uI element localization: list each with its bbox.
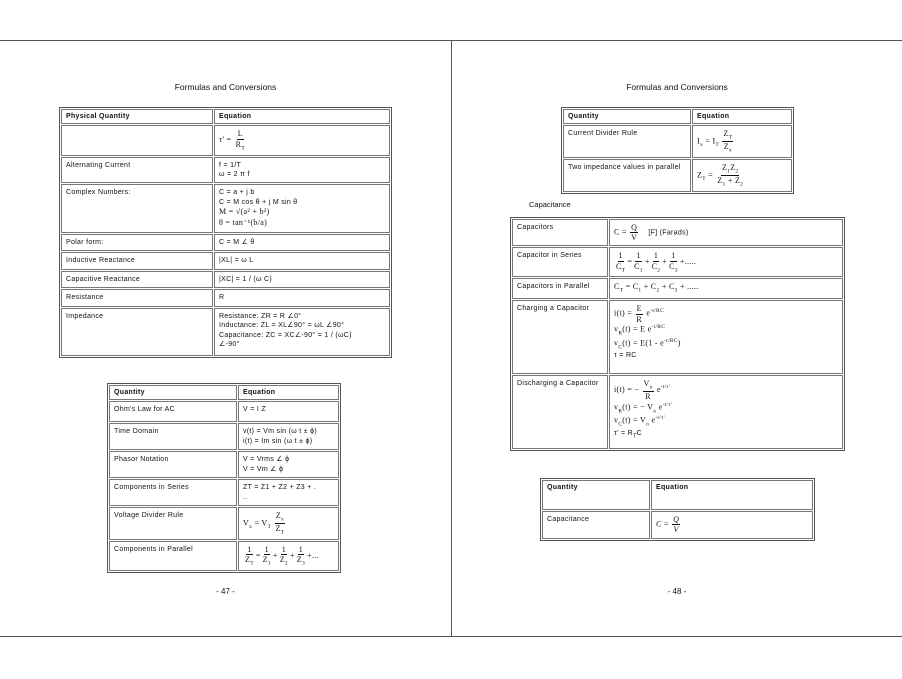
table-row [512,219,843,246]
quantity-cell: Discharging a Capacitor [512,375,608,449]
equation-cell [238,479,339,506]
table-row [109,541,339,571]
equation-cell [238,451,339,478]
capacitance-formula: C = $\frac{Q}{V}$ [651,511,813,539]
table-row [563,159,792,192]
capacitor-formula: C = $\frac{Q}{V}$ [F] (Farads) [609,219,843,246]
parallel-components-formula: $\frac{1}{Z_T}$ = $\frac{1}{Z_1}$ + $\frac{1}{Z_2}$ + $\frac{1}{Z_3}$ +... [238,541,339,571]
table-header-row [542,480,813,510]
equation-line: Resistance: ZR = R ∠0° [219,312,302,320]
discharging-formulas: i(t) = − $\frac{V_o}{R}$ $e^{-t/\tau'}$ $v_R(t)$ = − $V_o$ $e^{-t/\tau'}$ $v_C(t) = V_o$ $e^{-t/\tau'}$ $\tau' = R_TC$ [609,375,843,449]
table-header-row [563,109,792,124]
current-divider-formula: $I_x = I_T$ $\frac{Z_T}{Z_x}$ [692,125,792,158]
equation-line: Inductance: ZL = XL∠90° = ωL ∠90° [219,322,345,330]
table-row [512,278,843,299]
quantity-cell: Impedance [61,308,213,356]
table-row [61,157,390,184]
quantity-cell: Inductive Reactance [61,252,213,269]
table-row [61,289,390,306]
equation-cell [214,308,390,356]
header-equation: Equation [651,480,813,510]
equation-cell: V = I Z [238,401,339,422]
equation-line: ω = 2 π f [219,170,250,178]
time-constant-formula: τ' = $\frac{L}{R_T}$ [214,125,390,155]
header-quantity: Quantity [542,480,650,510]
equation-line: V = Vm ∠ ϕ [243,465,284,473]
divider-table [561,107,794,194]
page-47 [0,40,452,637]
table-row [109,451,339,478]
table-row [512,300,843,374]
header-equation: Equation [692,109,792,124]
equation-cell: R [214,289,390,306]
farads-unit: [F] (Farads) [648,229,689,237]
equation-line: θ = tan⁻¹(b/a) [219,218,268,228]
header-equation: Equation [214,109,390,124]
quantity-cell: Polar form: [61,234,213,251]
equation-cell: |XC| = 1 / (ω C) [214,271,390,288]
page-title: Formulas and Conversions [174,82,277,92]
capacitor-parallel-formula: $C_T = C_1 + C_2 + C_3$ + ..... [609,278,843,299]
equation-line: C = M cos θ + j M sin θ [219,198,298,206]
table-header-row [109,385,339,400]
equation-cell [214,157,390,184]
table-row [109,401,339,422]
quantity-cell: Ohm's Law for AC [109,401,237,422]
quantity-cell: Capacitor in Series [512,247,608,277]
header-equation: Equation [238,385,339,400]
quantity-cell: Two impedance values in parallel [563,159,691,192]
quantity-cell: Components in Series [109,479,237,506]
quantity-cell: Capacitance [542,511,650,539]
header-quantity: Quantity [109,385,237,400]
charging-formulas: i(t) = $\frac{E}{R}$ $e^{-t/RC}$ $v_R(t) = E$ $e^{-t/RC}$ $v_C(t) = E(1 - e^{-t/RC})$ τ = RC [609,300,843,374]
quantity-cell: Charging a Capacitor [512,300,608,374]
page-48 [451,40,902,637]
table-row [109,507,339,540]
equation-line: V = Vrms ∠ ϕ [243,456,290,464]
equation-line: C = a + j b [219,189,255,197]
table-row [563,125,792,158]
ac-quantity-table [107,383,341,573]
physical-quantity-table [59,107,392,358]
page-number: - 47 - [216,587,235,596]
table-row [542,511,813,539]
quantity-cell: Voltage Divider Rule [109,507,237,540]
section-heading-capacitance: Capacitance [529,200,571,209]
quantity-cell: Capacitors [512,219,608,246]
quantity-cell [61,125,213,155]
table-row [61,308,390,356]
equation-line: Capacitance: ZC = XC∠-90° = 1 / (ωC) [219,331,352,339]
quantity-cell: Resistance [61,289,213,306]
equation-line: ZT = Z1 + Z2 + Z3 + . [243,484,317,492]
equation-cell [238,423,339,450]
table-row [61,184,390,232]
voltage-divider-formula: $V_x = V_T$ $\frac{Z_x}{Z_T}$ [238,507,339,540]
table-row [61,125,390,155]
quantity-cell: Alternating Current [61,157,213,184]
page-title: Formulas and Conversions [626,82,728,92]
equation-line: M = √(a² + b²) [219,207,270,217]
table-row [109,423,339,450]
table-row [512,247,843,277]
quantity-cell: Complex Numbers: [61,184,213,232]
table-row [61,252,390,269]
capacitance-table [510,217,845,451]
equation-line: i(t) = Im sin (ω t ± ϕ) [243,437,313,445]
table-row [61,271,390,288]
equation-cell: C = M ∠ θ [214,234,390,251]
page-number: - 48 - [667,587,687,596]
equation-cell [214,184,390,232]
quantity-cell: Components in Parallel [109,541,237,571]
table-row [512,375,843,449]
quantity-cell: Time Domain [109,423,237,450]
header-quantity: Quantity [563,109,691,124]
equation-line: f = 1/T [219,161,242,169]
equation-line: v(t) = Vm sin (ω t ± ϕ) [243,428,317,436]
quantity-cell: Capacitors in Parallel [512,278,608,299]
quantity-cell: Phasor Notation [109,451,237,478]
header-physical-quantity: Physical Quantity [61,109,213,124]
quantity-cell: Capacitive Reactance [61,271,213,288]
equation-cell: |XL| = ω L [214,252,390,269]
two-impedance-formula: $Z_T$ = $\frac{Z_1Z_2}{Z_1 + Z_2}$ [692,159,792,192]
table-header-row [61,109,390,124]
table-row [61,234,390,251]
quantity-cell: Current Divider Rule [563,125,691,158]
capacitance-summary-table [540,478,815,541]
table-row [109,479,339,506]
equation-line: ∠-90° [219,340,240,348]
equation-line: .. [243,493,248,501]
capacitor-series-formula: $\frac{1}{C_T}$ = $\frac{1}{C_1}$ + $\frac{1}{C_2}$ + $\frac{1}{C_3}$ +..... [609,247,843,277]
